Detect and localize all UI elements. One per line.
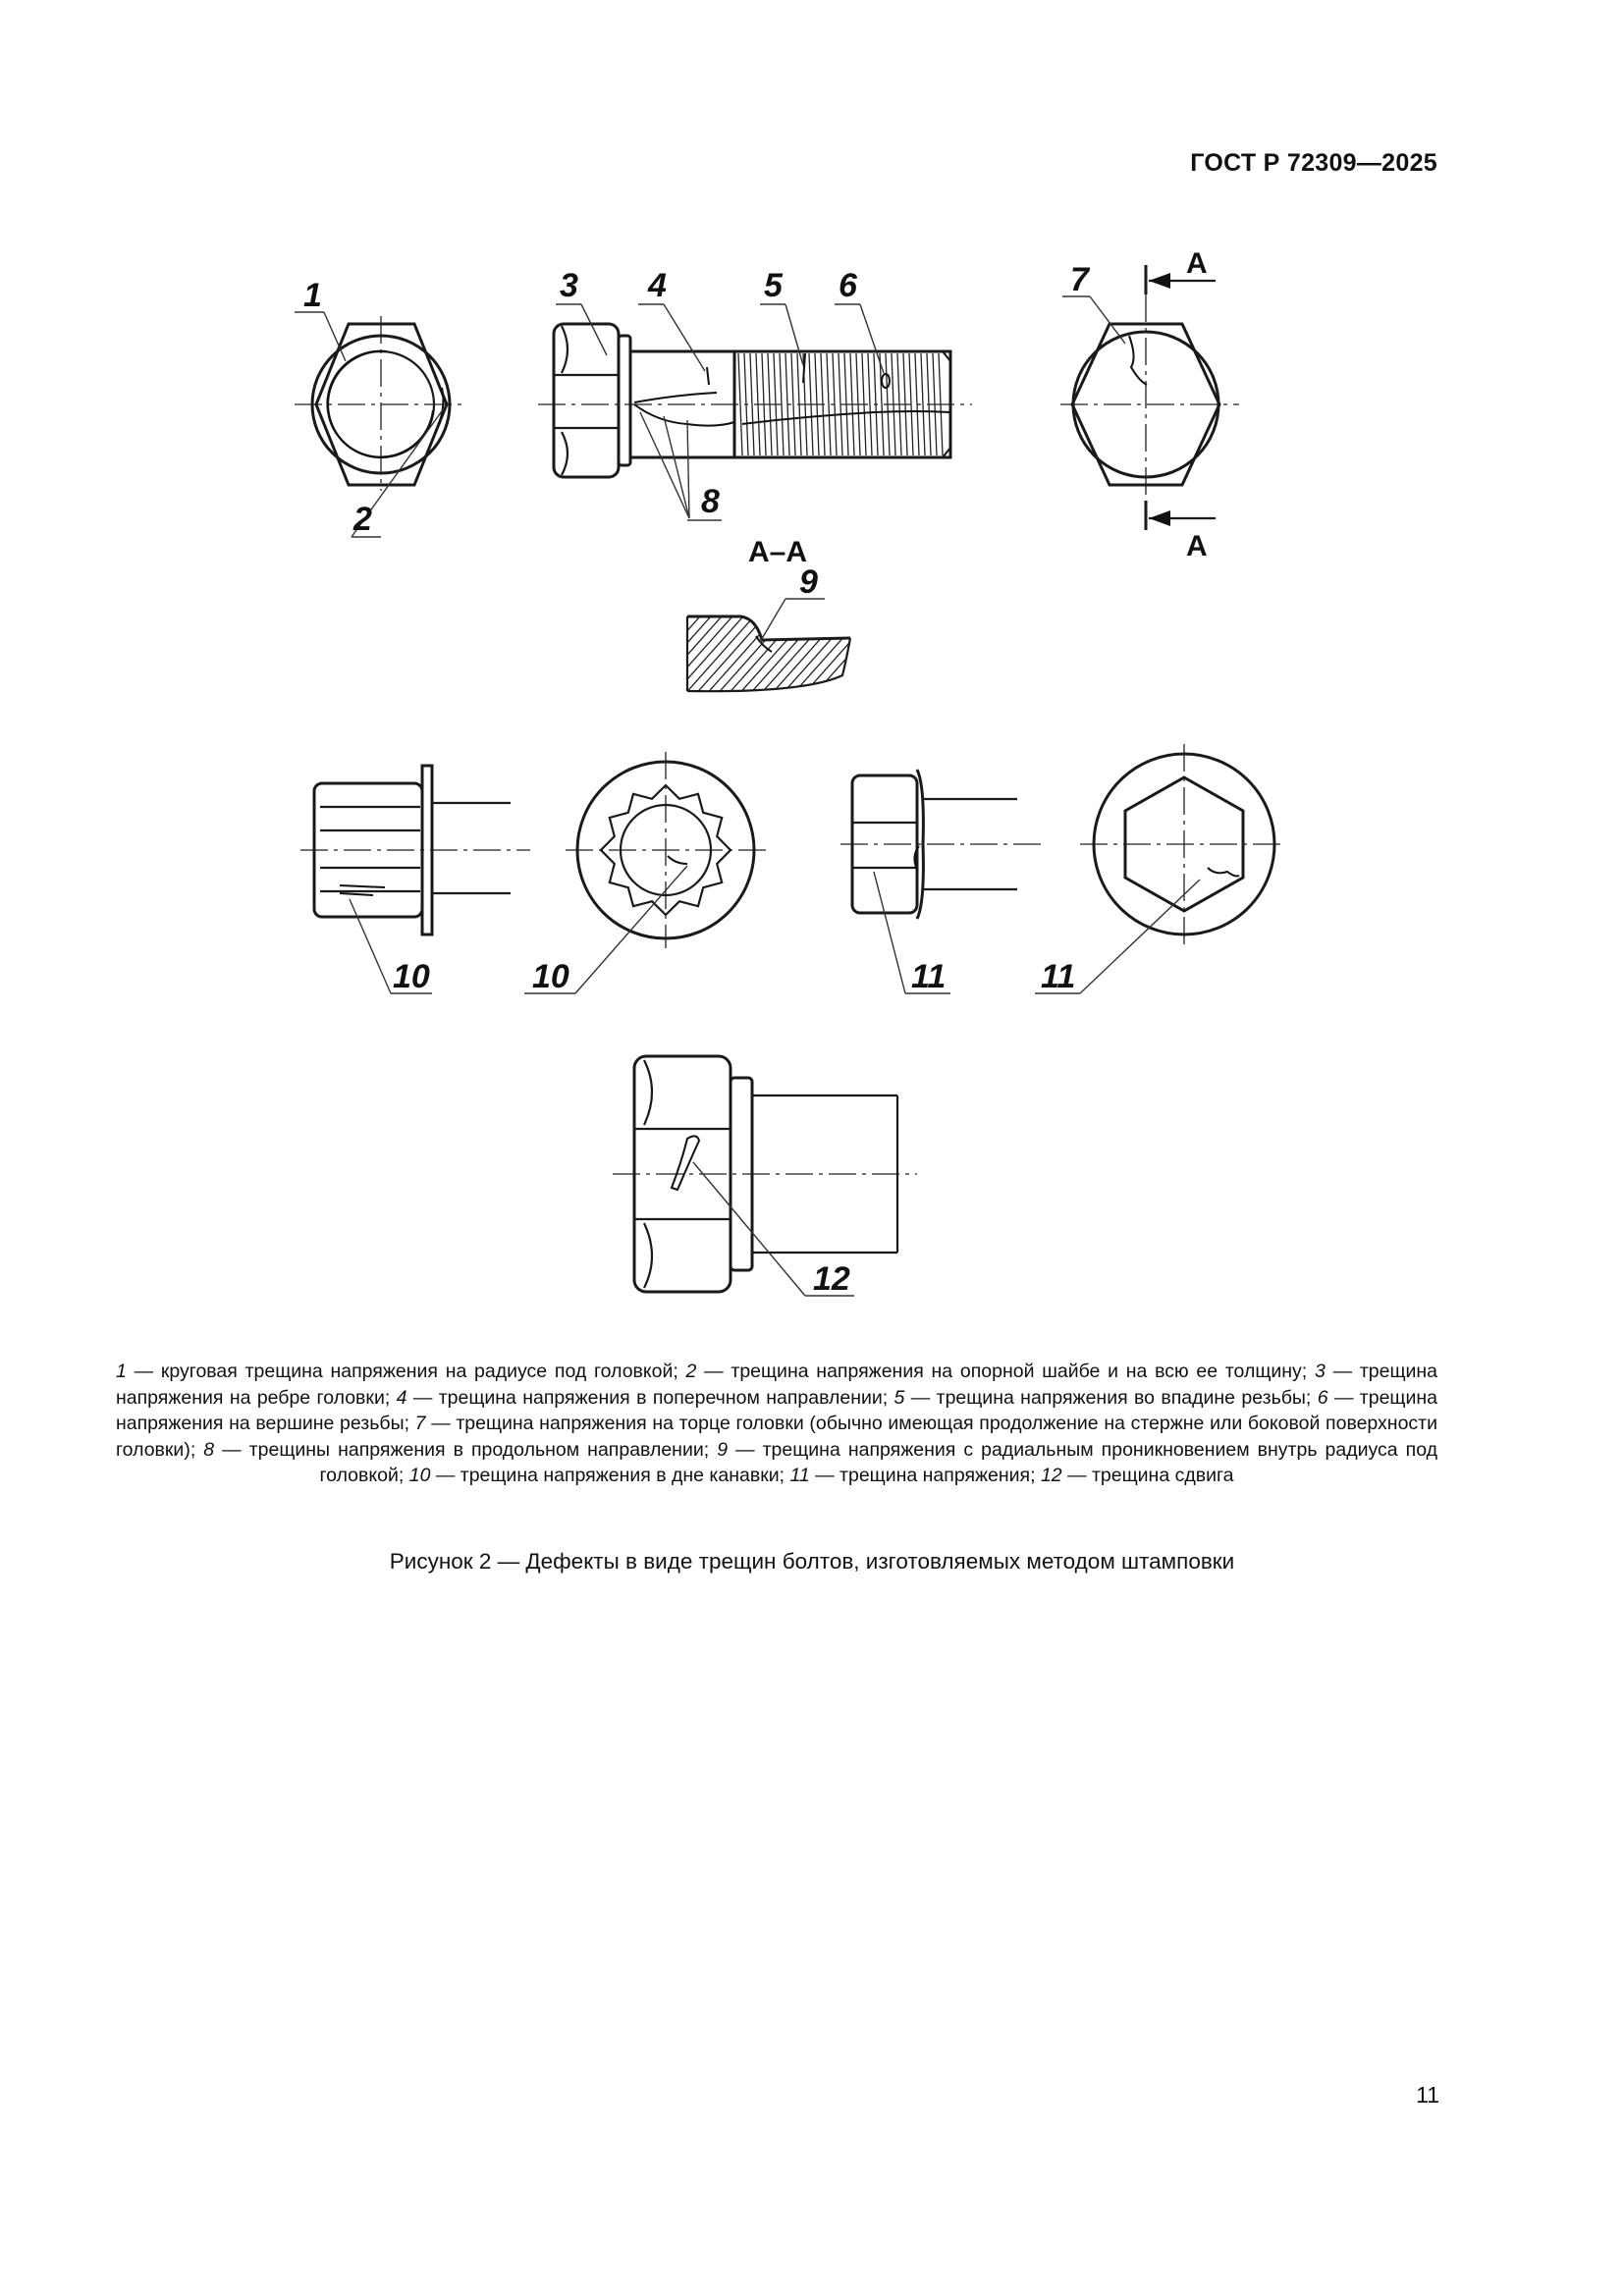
document-header: ГОСТ Р 72309—2025	[1190, 149, 1437, 177]
legend-num-2: 2	[685, 1361, 697, 1382]
figure-caption: Рисунок 2 — Дефекты в виде трещин болтов, изготовляемых методом штамповки	[389, 1549, 1235, 1574]
legend-text-2: — трещина напряжения на опорной шайбе и на всю ее толщину;	[696, 1361, 1315, 1382]
legend-text-12: — трещина сдвига	[1061, 1465, 1234, 1486]
callout-5: 5	[764, 267, 783, 304]
legend-text-6: — трещина напряжения на вершине резьбы;	[116, 1386, 1437, 1434]
section-a-a	[628, 599, 955, 697]
legend-num-9: 9	[717, 1438, 729, 1461]
callout-4: 4	[648, 267, 667, 304]
callout-6: 6	[839, 267, 857, 304]
hex-head-section-view	[1060, 265, 1239, 530]
legend-num-3: 3	[1314, 1361, 1326, 1382]
legend-text-3: — трещина напряжения на ребре головки;	[116, 1361, 1437, 1409]
legend-text-11: — трещина напряжения;	[809, 1465, 1041, 1486]
legend-text-1: — круговая трещина напряжения на радиусе под головкой;	[126, 1361, 686, 1382]
legend-num-5: 5	[893, 1386, 905, 1409]
legend-text-9: — трещина напряжения с радиальным проникновением внутрь радиуса под головкой;	[319, 1438, 1437, 1486]
callout-12: 12	[813, 1260, 850, 1298]
legend-num-6: 6	[1317, 1386, 1328, 1409]
hex-head-end-view	[295, 312, 467, 537]
callout-1: 1	[303, 277, 322, 314]
section-marker-bottom: А	[1186, 530, 1208, 562]
section-marker-top: А	[1186, 247, 1208, 280]
callout-7: 7	[1070, 261, 1089, 298]
callout-10-end: 10	[532, 958, 569, 995]
legend-num-12: 12	[1040, 1465, 1062, 1486]
legend-text-4: — трещина напряжения в поперечном направлении;	[406, 1386, 894, 1409]
hex-flange-bolt-end-view	[1035, 744, 1286, 993]
legend-text-8: — трещины напряжения в продольном направлении;	[214, 1438, 718, 1461]
legend-num-4: 4	[396, 1386, 407, 1409]
callout-2: 2	[353, 501, 372, 538]
legend-num-10: 10	[408, 1465, 431, 1486]
callout-3: 3	[560, 267, 578, 304]
legend-text-7: — трещина напряжения на торце головки (обычно имеющая продолжение на стержне или боковой поверхности головки);	[116, 1413, 1437, 1461]
callout-9: 9	[799, 563, 818, 601]
bolt-side-view	[538, 304, 972, 520]
page-number: 11	[1416, 2082, 1439, 2108]
callout-11-end: 11	[1041, 958, 1076, 995]
legend-num-7: 7	[414, 1413, 426, 1434]
legend-num-1: 1	[116, 1361, 127, 1382]
legend-num-11: 11	[789, 1465, 810, 1486]
legend-text-10: — трещина напряжения в дне канавки;	[430, 1465, 790, 1486]
legend-num-8: 8	[203, 1438, 215, 1461]
callout-11-side: 11	[911, 958, 947, 995]
section-title: А–А	[748, 536, 808, 568]
figure-legend	[116, 1359, 1437, 1489]
legend-text-5: — трещина напряжения во впадине резьбы;	[904, 1386, 1318, 1409]
callout-8: 8	[701, 483, 720, 520]
callout-10-side: 10	[393, 958, 430, 995]
bolt-shear-crack-view	[613, 1056, 917, 1296]
